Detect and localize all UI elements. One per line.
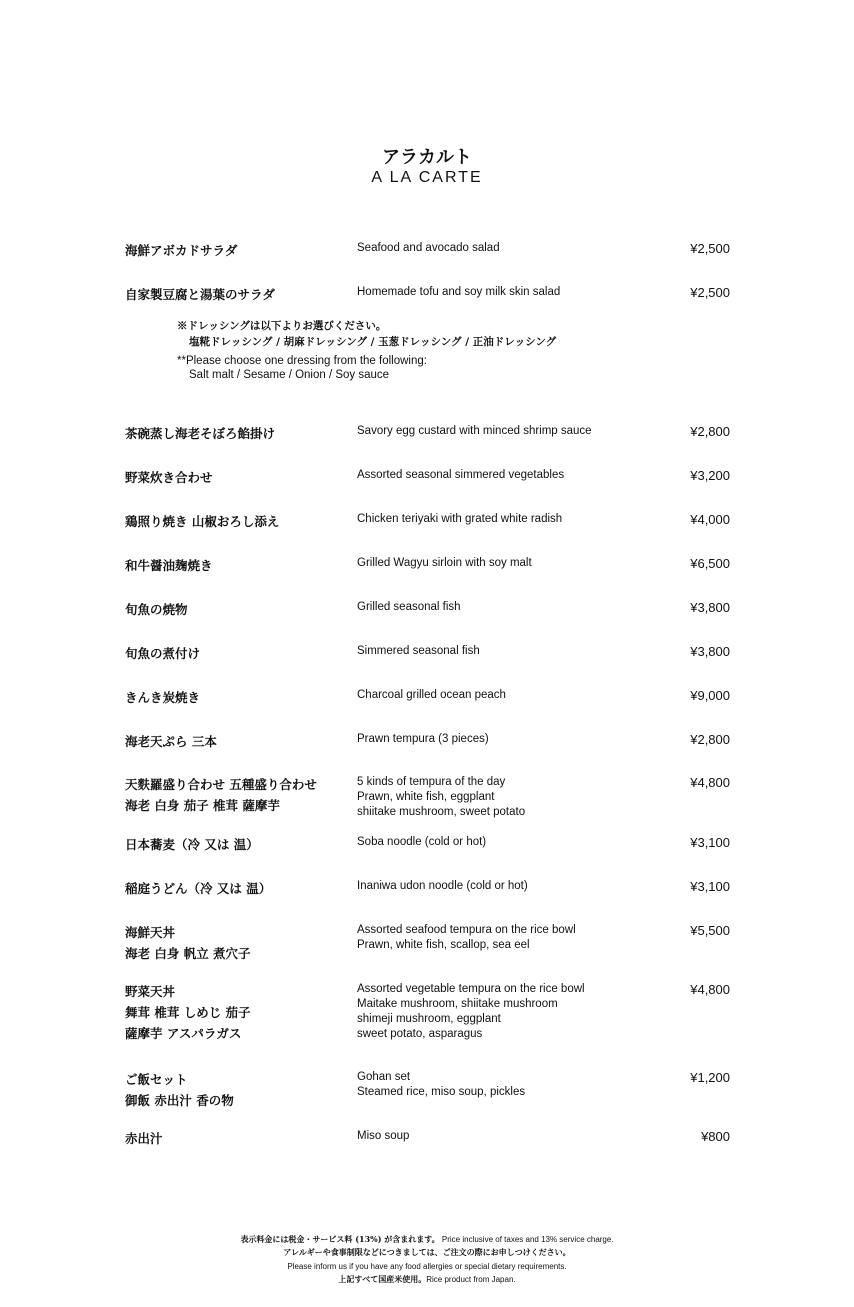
menu-item-name-jp — [125, 922, 350, 964]
menu-item-name-en-line: Prawn, white fish, scallop, sea eel — [357, 939, 530, 951]
dressing-note-en-line2: Salt malt / Sesame / Onion / Soy sauce — [189, 369, 390, 381]
menu-item-price: ¥9,000 — [690, 688, 730, 703]
menu-item-name-jp-line: 野菜炊き合わせ — [125, 470, 213, 485]
menu-item-name-jp-line: きんき炭焼き — [125, 690, 201, 705]
menu-item-name-jp — [125, 731, 350, 752]
menu-item-name-jp-line: 海老 白身 帆立 煮穴子 — [125, 946, 251, 961]
menu-item-name-en — [357, 644, 657, 659]
menu-item-name-en — [357, 512, 657, 527]
menu-item-price: ¥4,000 — [690, 512, 730, 527]
menu-item-price: ¥1,200 — [690, 1070, 730, 1085]
menu-item-price: ¥3,800 — [690, 600, 730, 615]
menu-item-name-en — [357, 982, 657, 1042]
menu-item-name-en — [357, 835, 657, 850]
menu-item-name-jp — [125, 1128, 350, 1149]
menu-item-name-jp-line: 日本蕎麦（冷 又は 温） — [125, 837, 259, 852]
menu-item-name-en-line: Charcoal grilled ocean peach — [357, 689, 506, 701]
footer-tax-en: Price inclusive of taxes and 13% service charge. — [441, 1235, 614, 1244]
menu-item-price: ¥3,200 — [690, 468, 730, 483]
menu-item-name-jp-line: 薩摩芋 アスパラガス — [125, 1026, 242, 1041]
footer-line-1 — [0, 1233, 854, 1246]
menu-item-name-en-line: sweet potato, asparagus — [357, 1028, 483, 1040]
menu-item-name-en-line: Chicken teriyaki with grated white radish — [357, 513, 563, 525]
menu-item-price: ¥3,100 — [690, 835, 730, 850]
menu-item-price: ¥2,800 — [690, 424, 730, 439]
menu-item-name-en-line: Inaniwa udon noodle (cold or hot) — [357, 880, 528, 892]
page-title-en: A LA CARTE — [371, 169, 483, 186]
menu-item-name-jp — [125, 1069, 350, 1111]
menu-item-name-jp-line: 天麩羅盛り合わせ 五種盛り合わせ — [125, 777, 317, 792]
menu-item-price: ¥4,800 — [690, 775, 730, 790]
menu-item-name-en-line: Simmered seasonal fish — [357, 645, 480, 657]
menu-item-name-jp-line: 海老 白身 茄子 椎茸 薩摩芋 — [125, 798, 280, 813]
menu-item-name-jp-line: 旬魚の焼物 — [125, 602, 188, 617]
menu-item-name-jp — [125, 284, 350, 305]
menu-item-name-en-line: Assorted seasonal simmered vegetables — [357, 469, 565, 481]
menu-item-name-en — [357, 285, 657, 300]
menu-item-name-en-line: Prawn tempura (3 pieces) — [357, 733, 489, 745]
footer — [0, 1233, 854, 1286]
menu-item-name-jp-line: 赤出汁 — [125, 1131, 163, 1146]
menu-item-name-jp — [125, 774, 350, 816]
dressing-note-jp-line2: 塩糀ドレッシング / 胡麻ドレッシング / 玉葱ドレッシング / 正油ドレッシング — [189, 336, 557, 348]
menu-item-name-jp — [125, 599, 350, 620]
menu-item-name-en-line: Seafood and avocado salad — [357, 242, 500, 254]
menu-item-name-en — [357, 556, 657, 571]
footer-allergy-jp: アレルギーや食事制限などにつきましては、ご注文の際にお申しつけください。 — [283, 1247, 571, 1258]
menu-item-name-en — [357, 688, 657, 703]
menu-item-name-en — [357, 424, 657, 439]
menu-item-name-en — [357, 241, 657, 256]
menu-item-name-en — [357, 879, 657, 894]
menu-item-name-en — [357, 923, 657, 953]
menu-item-name-jp — [125, 467, 350, 488]
menu-item-name-en — [357, 1070, 657, 1100]
menu-item-price: ¥2,500 — [690, 285, 730, 300]
menu-item-name-jp — [125, 878, 350, 899]
menu-item-price: ¥3,800 — [690, 644, 730, 659]
menu-item-name-jp-line: 御飯 赤出汁 香の物 — [125, 1093, 234, 1108]
menu-item-name-jp — [125, 423, 350, 444]
menu-item-name-jp-line: 海鮮天丼 — [125, 925, 176, 940]
menu-item-name-jp — [125, 555, 350, 576]
menu-item-name-en-line: Homemade tofu and soy milk skin salad — [357, 286, 561, 298]
menu-item-name-en-line: Grilled seasonal fish — [357, 601, 461, 613]
menu-item-price: ¥4,800 — [690, 982, 730, 997]
menu-item-price: ¥6,500 — [690, 556, 730, 571]
menu-item-name-jp — [125, 643, 350, 664]
dressing-note-jp-line1: ※ドレッシングは以下よりお選びください。 — [177, 320, 387, 332]
menu-item-name-en — [357, 775, 657, 820]
menu-item-name-jp — [125, 981, 350, 1044]
menu-item-price: ¥3,100 — [690, 879, 730, 894]
menu-item-name-en-line: Prawn, white fish, eggplant — [357, 791, 495, 803]
menu-item-name-jp — [125, 240, 350, 261]
menu-item-name-en-line: Grilled Wagyu sirloin with soy malt — [357, 557, 532, 569]
menu-item-name-jp-line: 海老天ぷら 三本 — [125, 734, 217, 749]
menu-item-name-en — [357, 600, 657, 615]
footer-allergy-en: Please inform us if you have any food allergies or special dietary requirements. — [287, 1261, 567, 1271]
footer-rice-en: Rice product from Japan. — [426, 1274, 516, 1284]
menu-item-name-en-line: Assorted vegetable tempura on the rice bowl — [357, 983, 585, 995]
dressing-note-en-line1: **Please choose one dressing from the following: — [177, 355, 427, 367]
footer-rice-jp: 上記すべて国産米使用。 — [338, 1273, 427, 1284]
menu-item-name-en-line: Assorted seafood tempura on the rice bowl — [357, 924, 576, 936]
menu-item-name-jp-line: 海鮮アボカドサラダ — [125, 243, 238, 258]
footer-line-4 — [0, 1273, 854, 1286]
menu-item-name-en-line: Soba noodle (cold or hot) — [357, 836, 487, 848]
menu-item-name-jp — [125, 511, 350, 532]
menu-item-price: ¥5,500 — [690, 923, 730, 938]
menu-item-name-jp-line: ご飯セット — [125, 1072, 188, 1087]
menu-item-name-jp-line: 旬魚の煮付け — [125, 646, 201, 661]
menu-item-name-en — [357, 468, 657, 483]
menu-item-name-jp-line: 野菜天丼 — [125, 984, 176, 999]
footer-tax-jp: 表示料金には税金・サービス料 (13%) が含まれます。 — [240, 1234, 440, 1244]
menu-item-name-jp-line: 鶏照り焼き 山椒おろし添え — [125, 514, 280, 529]
menu-item-name-en-line: shimeji mushroom, eggplant — [357, 1013, 501, 1025]
menu-item-name-jp-line: 舞茸 椎茸 しめじ 茄子 — [125, 1005, 251, 1020]
menu-item-name-en-line: Miso soup — [357, 1130, 410, 1142]
menu-item-price: ¥800 — [701, 1129, 730, 1144]
menu-item-name-en-line: shiitake mushroom, sweet potato — [357, 806, 526, 818]
dressing-note — [177, 318, 697, 382]
menu-item-name-en — [357, 1129, 657, 1144]
menu-item-name-en — [357, 732, 657, 747]
menu-item-name-en-line: 5 kinds of tempura of the day — [357, 776, 506, 788]
menu-item-price: ¥2,500 — [690, 241, 730, 256]
page-title-jp: アラカルト — [382, 147, 472, 168]
menu-item-price: ¥2,800 — [690, 732, 730, 747]
menu-item-name-jp-line: 和牛醤油麹焼き — [125, 558, 213, 573]
menu-item-name-en-line: Maitake mushroom, shiitake mushroom — [357, 998, 558, 1010]
menu-item-name-jp — [125, 834, 350, 855]
menu-item-name-jp-line: 自家製豆腐と湯葉のサラダ — [125, 287, 275, 302]
menu-item-name-jp-line: 茶碗蒸し海老そぼろ餡掛け — [125, 426, 276, 441]
menu-item-name-en-line: Gohan set — [357, 1071, 411, 1083]
menu-item-name-jp — [125, 687, 350, 708]
menu-item-name-jp-line: 稲庭うどん（冷 又は 温） — [125, 881, 272, 896]
menu-item-name-en-line: Savory egg custard with minced shrimp sauce — [357, 425, 592, 437]
menu-item-name-en-line: Steamed rice, miso soup, pickles — [357, 1086, 526, 1098]
